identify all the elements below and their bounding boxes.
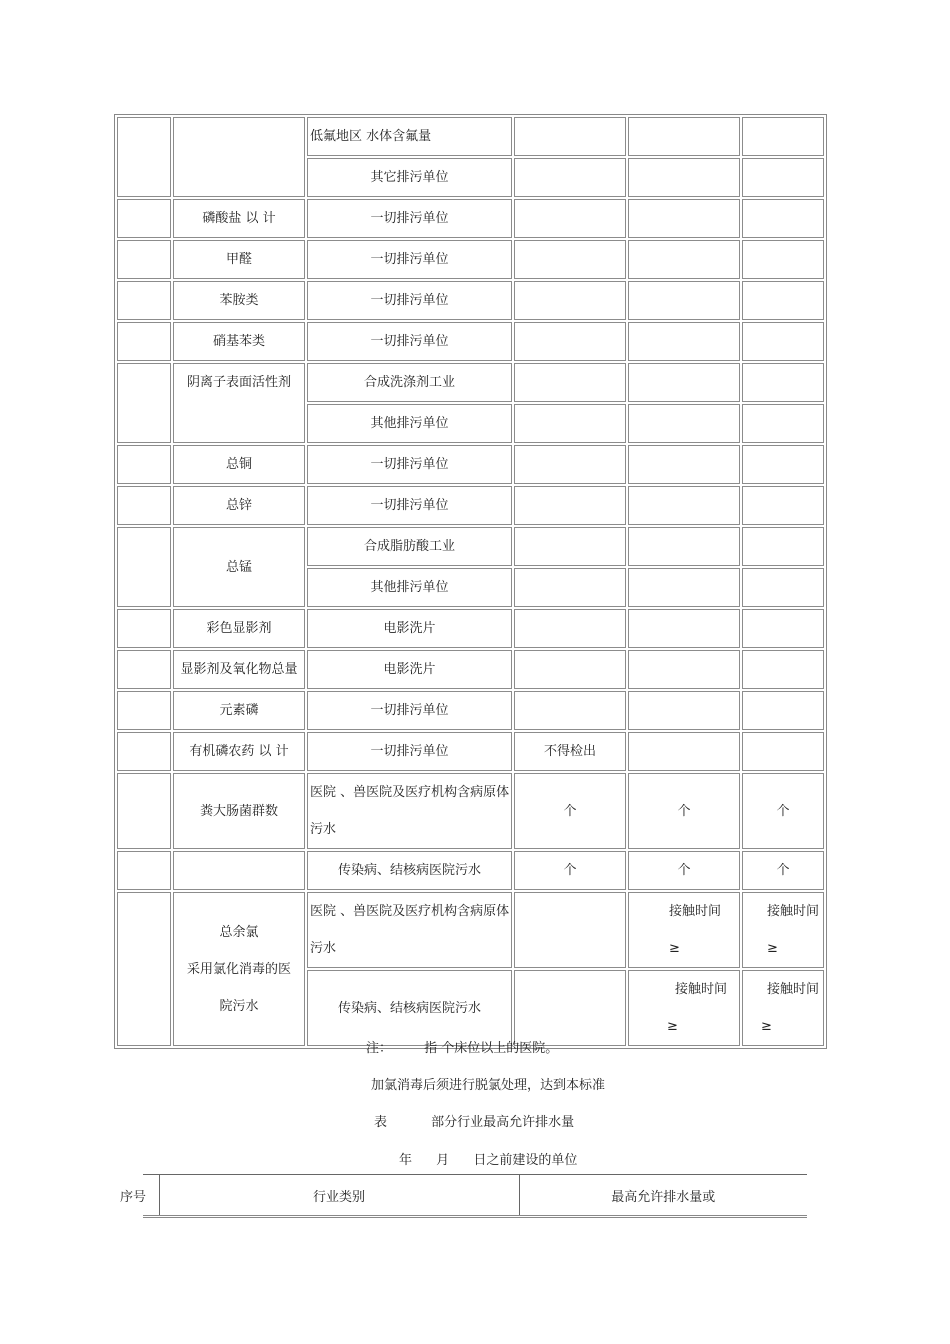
value-cell-1 [514,650,626,689]
unit-cell: 一切排污单位 [307,281,512,320]
seq-cell [117,281,171,320]
value-cell-1 [514,404,626,443]
seq-cell [117,117,171,197]
value-cell-3 [742,322,824,361]
value-cell-2 [628,527,740,566]
table-row [117,732,824,771]
ge-symbol: ≥ [667,1019,678,1034]
contact-time-label: 接触时间 [767,982,820,997]
table-title-text: 部分行业最高允许排水量 [431,1115,575,1130]
pollutant-cell: 磷酸盐 以 计 [173,199,305,238]
value-cell-1: 个 [514,773,626,849]
value-cell-2 [628,732,740,771]
value-cell-2 [628,609,740,648]
table-header-row [143,1175,807,1217]
unit-cell: 其他排污单位 [307,568,512,607]
value-cell-3 [742,158,824,197]
value-cell-1 [514,609,626,648]
unit-cell: 医院 、兽医院及医疗机构含病原体污水 [307,773,512,849]
table-row [117,527,824,566]
date-year: 年 [399,1153,413,1168]
table-row [117,445,824,484]
value-cell-2 [628,363,740,402]
value-cell-3 [742,568,824,607]
seq-cell [117,527,171,607]
value-cell-1 [514,322,626,361]
seq-cell [117,322,171,361]
value-cell-3 [742,199,824,238]
date-month: 月 [436,1153,450,1168]
value-cell-3 [742,281,824,320]
unit-cell: 其他排污单位 [307,404,512,443]
value-cell-2 [628,650,740,689]
unit-cell: 医院 、兽医院及医疗机构含病原体污水 [307,892,512,968]
table-row [117,691,824,730]
value-cell-3 [742,609,824,648]
chlorine-subtitle: 采用氯化消毒的医院污水 [186,961,291,1014]
pollutant-cell [173,851,305,890]
seq-cell [117,445,171,484]
value-cell-3 [742,363,824,402]
value-cell-2 [628,691,740,730]
seq-cell [117,240,171,279]
chlorine-title: 总余氯 [219,924,259,940]
value-cell-2 [628,240,740,279]
seq-cell [117,732,171,771]
pollutant-cell: 总铜 [173,445,305,484]
pollutant-cell: 粪大肠菌群数 [173,773,305,849]
value-cell-3 [742,117,824,156]
table-row [117,851,824,890]
pollutant-cell: 苯胺类 [173,281,305,320]
table-row [117,281,824,320]
unit-cell: 低氟地区 水体含氟量 [307,117,512,156]
value-cell-1 [514,363,626,402]
value-cell-1: 不得检出 [514,732,626,771]
value-cell-1 [514,691,626,730]
value-cell-2 [628,892,740,968]
pollutant-cell-chlorine [173,892,305,1046]
contact-time-label: 接触时间 [669,904,722,919]
pollutant-cell: 显影剂及氧化物总量 [173,650,305,689]
table-row [117,650,824,689]
ge-symbol: ≥ [669,941,680,956]
contact-time-label: 接触时间 [767,904,820,919]
unit-cell: 传染病、结核病医院污水 [307,851,512,890]
ge-symbol: ≥ [767,941,778,956]
value-cell-1 [514,970,626,1046]
value-cell-2 [628,281,740,320]
table-row [117,322,824,361]
unit-cell: 其它排污单位 [307,158,512,197]
table-row [117,199,824,238]
unit-cell: 电影洗片 [307,650,512,689]
value-cell-1 [514,199,626,238]
value-cell-1 [514,568,626,607]
table-row [117,892,824,968]
value-cell-1 [514,527,626,566]
industry-table [143,1174,807,1218]
table-title [374,1111,574,1130]
table-row [117,363,824,402]
pollutant-cell: 总锰 [173,527,305,607]
unit-cell: 一切排污单位 [307,240,512,279]
value-cell-1 [514,117,626,156]
seq-col-spacer [143,1175,159,1217]
value-cell-2: 个 [628,773,740,849]
value-cell-1 [514,892,626,968]
value-cell-3 [742,650,824,689]
pollutant-limits-table [114,114,827,1049]
value-cell-2 [628,970,740,1046]
note-1 [366,1037,558,1056]
note-2: 加氯消毒后须进行脱氯处理，达到本标准 [371,1078,606,1093]
pollutant-cell: 阴离子表面活性剂 [173,363,305,443]
value-cell-2 [628,117,740,156]
date-rest: 日之前建设的单位 [473,1153,578,1168]
seq-cell [117,363,171,443]
table-row [117,117,824,156]
unit-cell: 合成脂肪酸工业 [307,527,512,566]
value-cell-2 [628,322,740,361]
value-cell-3 [742,445,824,484]
value-cell-2: 个 [628,851,740,890]
value-cell-2 [628,486,740,525]
value-cell-3 [742,732,824,771]
note-label: 注： [366,1041,393,1056]
table-row [117,773,824,849]
seq-cell [117,773,171,849]
seq-cell [117,650,171,689]
unit-cell: 一切排污单位 [307,486,512,525]
pollutant-cell: 有机磷农药 以 计 [173,732,305,771]
unit-cell: 一切排污单位 [307,732,512,771]
contact-time-label: 接触时间 [675,982,728,997]
table-row [117,609,824,648]
seq-cell [117,691,171,730]
value-cell-3: 个 [742,773,824,849]
table-row [117,240,824,279]
max-discharge-header: 最高允许排水量或 [519,1175,807,1217]
pollutant-cell: 总锌 [173,486,305,525]
unit-cell: 一切排污单位 [307,691,512,730]
seq-cell [117,199,171,238]
unit-cell: 一切排污单位 [307,322,512,361]
value-cell-3 [742,404,824,443]
unit-cell: 传染病、结核病医院污水 [307,970,512,1046]
industry-header: 行业类别 [159,1175,519,1217]
unit-cell: 合成洗涤剂工业 [307,363,512,402]
table-number-label: 表 [374,1115,388,1130]
value-cell-3 [742,240,824,279]
value-cell-3 [742,691,824,730]
pollutant-cell [173,117,305,197]
value-cell-1 [514,486,626,525]
pollutant-cell: 甲醛 [173,240,305,279]
value-cell-2 [628,404,740,443]
value-cell-3 [742,892,824,968]
table-row [117,486,824,525]
value-cell-2 [628,158,740,197]
pollutant-cell: 硝基苯类 [173,322,305,361]
value-cell-1 [514,158,626,197]
ge-symbol: ≥ [761,1019,772,1034]
value-cell-1: 个 [514,851,626,890]
seq-cell [117,892,171,1046]
value-cell-2 [628,568,740,607]
value-cell-2 [628,199,740,238]
value-cell-3 [742,486,824,525]
value-cell-1 [514,445,626,484]
value-cell-1 [514,281,626,320]
seq-cell [117,486,171,525]
value-cell-3: 个 [742,851,824,890]
unit-cell: 一切排污单位 [307,445,512,484]
unit-cell: 一切排污单位 [307,199,512,238]
seq-cell [117,609,171,648]
seq-cell [117,851,171,890]
value-cell-3 [742,970,824,1046]
value-cell-1 [514,240,626,279]
note-text: 指 个床位以上的医院。 [424,1041,559,1056]
unit-cell: 电影洗片 [307,609,512,648]
pollutant-cell: 元素磷 [173,691,305,730]
seq-header: 序号 [120,1190,147,1205]
date-line [399,1149,577,1168]
value-cell-3 [742,527,824,566]
pollutant-cell: 彩色显影剂 [173,609,305,648]
value-cell-2 [628,445,740,484]
